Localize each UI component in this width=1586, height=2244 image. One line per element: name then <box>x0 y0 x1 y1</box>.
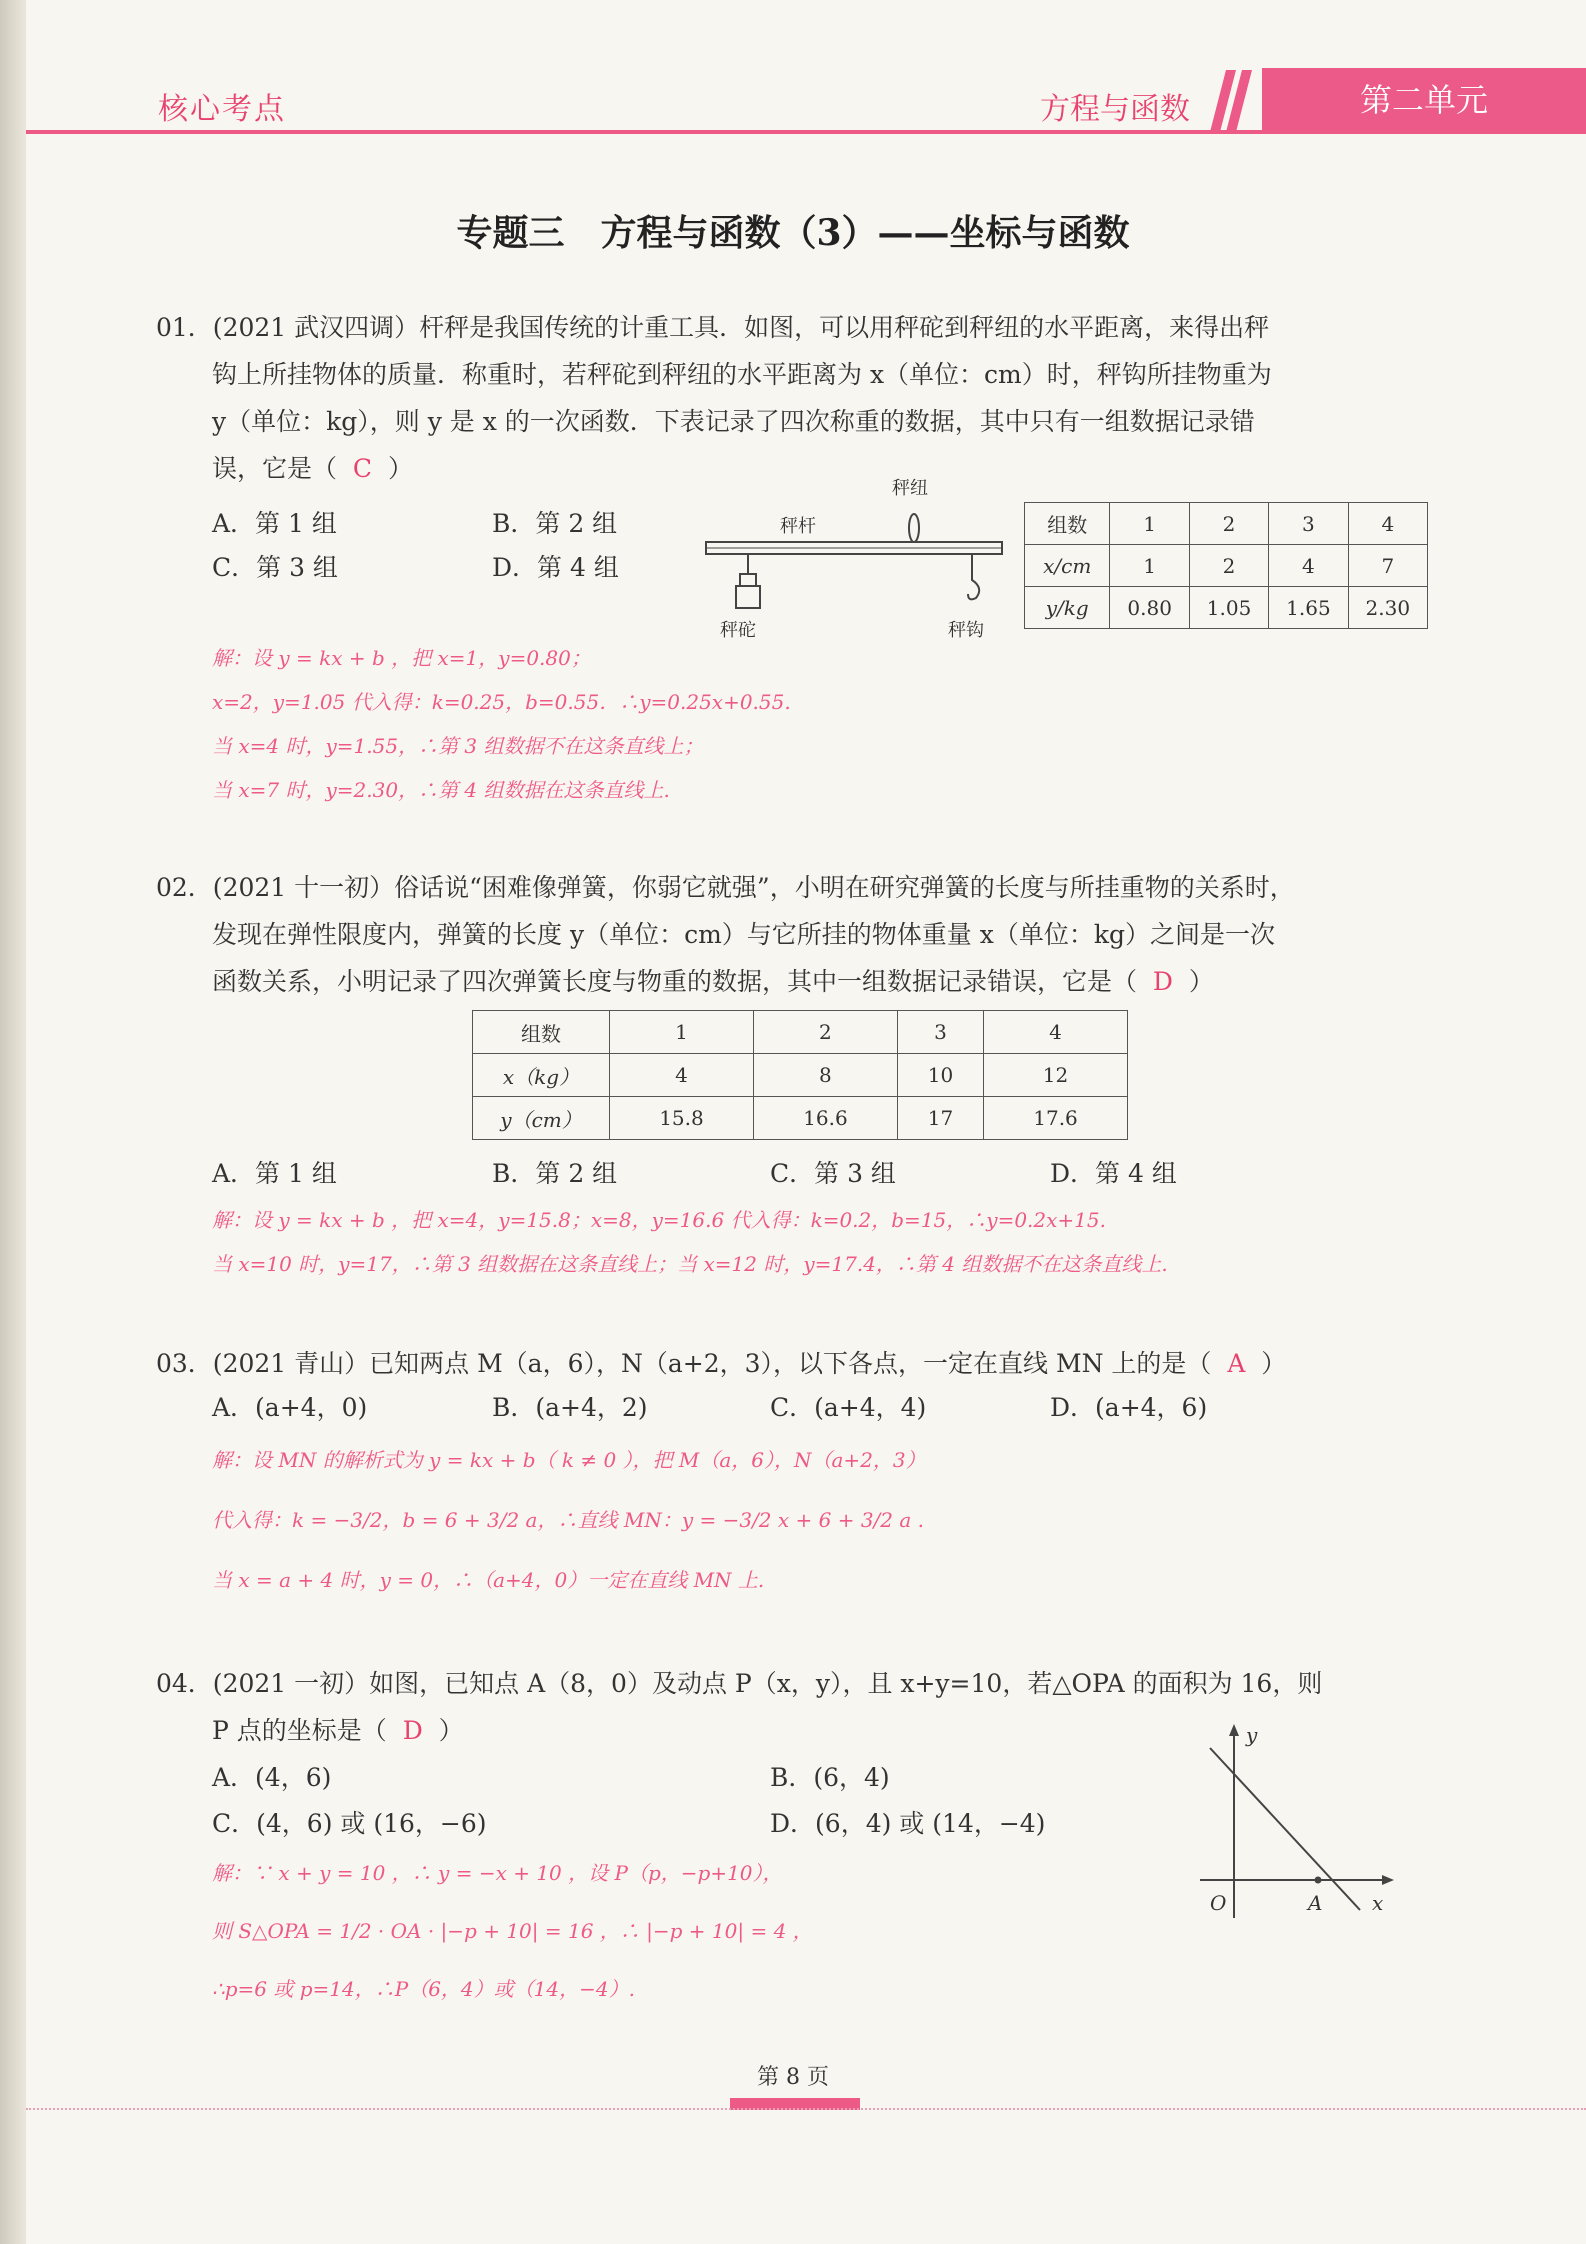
table-row <box>1025 587 1428 629</box>
q1-close: ） <box>387 454 413 483</box>
q2-line-1: 02．(2021 十一初）俗话说“困难像弹簧，你弱它就强”，小明在研究弹簧的长度与所挂重物的关系时， <box>156 873 1295 902</box>
table-cell: 4 <box>1269 545 1348 587</box>
coordinate-figure <box>1200 1720 1400 1920</box>
table-row <box>1025 545 1428 587</box>
q3-option-d: D．(a+4，6) <box>1050 1393 1208 1422</box>
q3-solution-line: 代入得：k = −3/2，b = 6 + 3/2 a，∴直线 MN：y = −3/2 x + 6 + 3/2 a . <box>212 1508 925 1532</box>
q2-stem <box>156 864 1476 1005</box>
q1-solution-line: 当 x=7 时，y=2.30，∴第 4 组数据在这条直线上. <box>212 778 670 802</box>
table-cell: y/kg <box>1025 587 1110 629</box>
table-cell: 2 <box>753 1011 897 1054</box>
q4-answer: D <box>402 1716 423 1745</box>
table-cell: 4 <box>984 1011 1128 1054</box>
header-unit-tab: 第二单元 <box>1262 68 1586 132</box>
label-hook: 秤钩 <box>948 620 984 641</box>
q3-solution <box>212 1430 1412 1610</box>
q4-close: ） <box>438 1716 464 1745</box>
q2-solution <box>212 1198 1452 1286</box>
table-cell: 8 <box>753 1054 897 1097</box>
q1-option-a: A．第 1 组 <box>212 509 337 538</box>
table-cell: 2.30 <box>1348 587 1427 629</box>
q1-solution-line: 当 x=4 时，y=1.55，∴第 3 组数据不在这条直线上； <box>212 734 704 758</box>
table-cell: 1.65 <box>1269 587 1348 629</box>
q2-line-2: 发现在弹性限度内，弹簧的长度 y（单位：cm）与它所挂的物体重量 x（单位：kg）之间是一次 <box>212 920 1275 949</box>
table-row <box>473 1097 1128 1140</box>
q2-close: ） <box>1188 967 1214 996</box>
q2-answer: D <box>1152 967 1173 996</box>
q4-solution-line: 则 S△OPA = 1/2 · OA · |−p + 10| = 16 ，∴ |−p + 10| = 4 ， <box>212 1919 813 1943</box>
table-cell: 1 <box>610 1011 754 1054</box>
q3-answer: A <box>1227 1349 1246 1378</box>
q1-solution <box>212 636 1412 812</box>
q4-option-c: C．(4，6) 或 (16，−6) <box>212 1809 487 1838</box>
steelyard-figure <box>700 470 1010 650</box>
q3-option-b: B．(a+4，2) <box>492 1393 648 1422</box>
q1-line-1: 01．(2021 武汉四调）杆秤是我国传统的计重工具．如图，可以用秤砣到秤纽的水平距离，来得出秤 <box>156 313 1270 342</box>
axis-y-label: y <box>1246 1723 1258 1747</box>
q4-line-2: P 点的坐标是（ <box>212 1716 387 1745</box>
table-cell: 组数 <box>1025 503 1110 545</box>
q3-close: ） <box>1261 1349 1287 1378</box>
q4-option-b: B．(6，4) <box>770 1763 890 1792</box>
q2-solution-line: 当 x=10 时，y=17，∴第 3 组数据在这条直线上；当 x=12 时，y=17.4，∴第 4 组数据不在这条直线上. <box>212 1252 1168 1276</box>
table-cell: 1 <box>1110 545 1189 587</box>
q3-stem <box>156 1340 1476 1387</box>
q1-solution-line: 解：设 y = kx + b ，把 x=1，y=0.80； <box>212 646 591 670</box>
label-beam: 秤杆 <box>780 516 816 537</box>
q4-line-1: 04．(2021 一初）如图，已知点 A（8，0）及动点 P（x，y），且 x+y=10，若△OPA 的面积为 16，则 <box>156 1669 1323 1698</box>
q4-solution <box>212 1844 1212 2018</box>
q3-line-1: 03．(2021 青山）已知两点 M（a，6），N（a+2，3），以下各点，一定在直线 MN 上的是（ <box>156 1349 1212 1378</box>
q1-option-d: D．第 4 组 <box>492 553 619 582</box>
q1-option-c: C．第 3 组 <box>212 553 338 582</box>
table-row <box>1025 503 1428 545</box>
table-cell: 2 <box>1189 545 1268 587</box>
q2-option-b: B．第 2 组 <box>492 1159 618 1188</box>
table-cell: x/cm <box>1025 545 1110 587</box>
header-rule <box>26 130 1586 134</box>
book-spine <box>0 0 26 2244</box>
label-weight: 秤砣 <box>720 620 756 641</box>
table-row <box>473 1054 1128 1097</box>
footer-dotted-rule <box>26 2108 1586 2110</box>
q2-option-c: C．第 3 组 <box>770 1159 896 1188</box>
page-title: 专题三 方程与函数（3）——坐标与函数 <box>456 212 1130 254</box>
q4-solution-line: ∴p=6 或 p=14，∴P（6，4）或（14，−4）. <box>212 1977 635 2001</box>
table-cell: 16.6 <box>753 1097 897 1140</box>
table-cell: 10 <box>897 1054 983 1097</box>
q2-solution-line: 解：设 y = kx + b ，把 x=4，y=15.8；x=8，y=16.6 代入得：k=0.2，b=15，∴y=0.2x+15. <box>212 1208 1106 1232</box>
table-cell: 3 <box>1269 503 1348 545</box>
q2-option-a: A．第 1 组 <box>212 1159 337 1188</box>
q1-line-3: y（单位：kg），则 y 是 x 的一次函数．下表记录了四次称重的数据，其中只有一组数据记录错 <box>212 407 1255 436</box>
q1-solution-line: x=2，y=1.05 代入得：k=0.25，b=0.55．∴y=0.25x+0.55. <box>212 690 791 714</box>
q2-line-3: 函数关系，小明记录了四次弹簧长度与物重的数据，其中一组数据记录错误，它是（ <box>212 967 1138 996</box>
table-cell: 17.6 <box>984 1097 1128 1140</box>
q1-line-2: 钩上所挂物体的质量．称重时，若秤砣到秤纽的水平距离为 x（单位：cm）时，秤钩所挂物重为 <box>212 360 1272 389</box>
q1-table <box>1024 502 1428 629</box>
header-topic: 方程与函数 <box>1040 92 1190 127</box>
q2-table <box>472 1010 1128 1140</box>
q3-solution-line: 解：设 MN 的解析式为 y = kx + b（ k ≠ 0 ），把 M（a，6），N（a+2，3） <box>212 1448 926 1472</box>
q3-solution-line: 当 x = a + 4 时，y = 0，∴（a+4，0）一定在直线 MN 上. <box>212 1568 765 1592</box>
table-cell: 0.80 <box>1110 587 1189 629</box>
q1-stem <box>156 304 1456 492</box>
point-a-label: A <box>1308 1891 1323 1915</box>
table-cell: 15.8 <box>610 1097 754 1140</box>
header-slash-icon <box>1208 70 1258 132</box>
table-cell: x（kg） <box>473 1054 610 1097</box>
table-cell: 12 <box>984 1054 1128 1097</box>
table-cell: 4 <box>1348 503 1427 545</box>
q1-answer: C <box>352 454 373 483</box>
q4-solution-line: 解：∵ x + y = 10 ，∴ y = −x + 10 ，设 P（p，−p+10）， <box>212 1861 783 1885</box>
table-cell: 4 <box>610 1054 754 1097</box>
q3-option-c: C．(a+4，4) <box>770 1393 927 1422</box>
table-cell: y（cm） <box>473 1097 610 1140</box>
page-number: 第 8 页 <box>757 2065 829 2090</box>
table-cell: 2 <box>1189 503 1268 545</box>
table-cell: 组数 <box>473 1011 610 1054</box>
header-left-label: 核心考点 <box>158 92 286 127</box>
table-cell: 1.05 <box>1189 587 1268 629</box>
q4-option-d: D．(6，4) 或 (14，−4) <box>770 1809 1046 1838</box>
origin-label: O <box>1210 1891 1227 1915</box>
q1-line-4: 误，它是（ <box>212 454 338 483</box>
q4-option-a: A．(4，6) <box>212 1763 332 1792</box>
table-cell: 1 <box>1110 503 1189 545</box>
axis-x-label: x <box>1372 1891 1384 1915</box>
table-cell: 3 <box>897 1011 983 1054</box>
q3-option-a: A．(a+4，0) <box>212 1393 368 1422</box>
label-knob: 秤纽 <box>892 478 928 499</box>
q1-option-b: B．第 2 组 <box>492 509 618 538</box>
table-cell: 17 <box>897 1097 983 1140</box>
table-cell: 7 <box>1348 545 1427 587</box>
table-row <box>473 1011 1128 1054</box>
q2-option-d: D．第 4 组 <box>1050 1159 1177 1188</box>
